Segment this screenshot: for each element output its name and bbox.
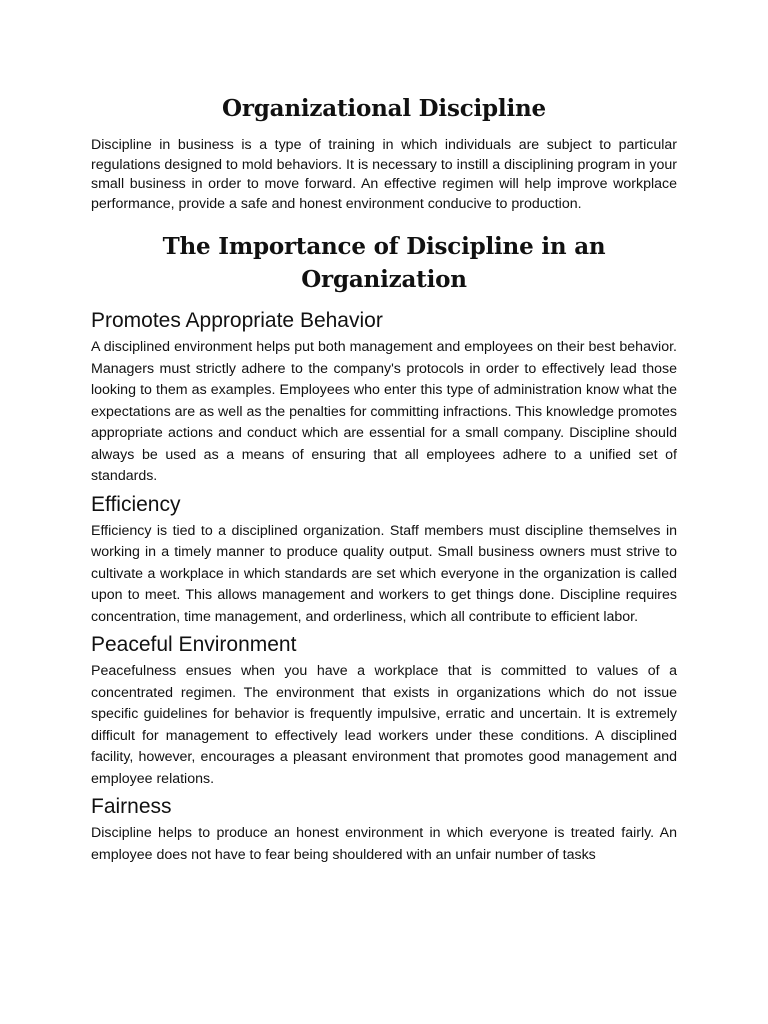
paragraph-efficiency: Efficiency is tied to a disciplined organization. Staff members must discipline themselves in working in a timely manner to produce quality output. Small business owners must strive to cultivate a workplace in which standards are set which everyone in the organization is called upon to meet. This allows management and workers to get things done. Discipline requires concentration, time management, and orderliness, which all contribute to efficient labor. — [91, 522, 677, 625]
paragraph-promotes-appropriate-behavior: A disciplined environment helps put both management and employees on their best behavior. Managers must strictly adhere to the company's protocols in order to effectively lead those looking to them as examples. Employees who enter this type of administration know what the expectations are as well as the penalties for committing infractions. This knowledge promotes appropriate actions and conduct which are essential for a small company. Discipline should always be used as a means of ensuring that all employees adhere to a unified set of standards. — [91, 339, 677, 485]
document-page — [91, 0, 677, 866]
section-group-title: The Importance of Discipline in an Organization — [162, 233, 606, 294]
intro-paragraph: Discipline in business is a type of training in which individuals are subject to particular regulations designed to mold behaviors. It is necessary to instill a disciplining program in your small business in order to move forward. An effective regimen will help improve workplace performance, provide a safe and honest environment conducive to production. — [91, 137, 677, 212]
document-title: Organizational Discipline — [222, 95, 546, 122]
paragraph-peaceful-environment: Peacefulness ensues when you have a workplace that is committed to values of a concentrated regimen. The environment that exists in organizations which do not issue specific guidelines for behavior is frequently impulsive, erratic and uncertain. It is extremely difficult for management to effectively lead workers under these conditions. A disciplined facility, however, encourages a pleasant environment that promotes good management and employee relations. — [91, 663, 677, 787]
heading-peaceful-environment: Peaceful Environment — [91, 633, 297, 657]
heading-promotes-appropriate-behavior: Promotes Appropriate Behavior — [91, 309, 383, 333]
heading-efficiency: Efficiency — [91, 492, 181, 516]
paragraph-fairness: Discipline helps to produce an honest environment in which everyone is treated fairly. An employee does not have to fear being shouldered with an unfair number of tasks — [91, 825, 677, 863]
heading-fairness: Fairness — [91, 795, 172, 819]
